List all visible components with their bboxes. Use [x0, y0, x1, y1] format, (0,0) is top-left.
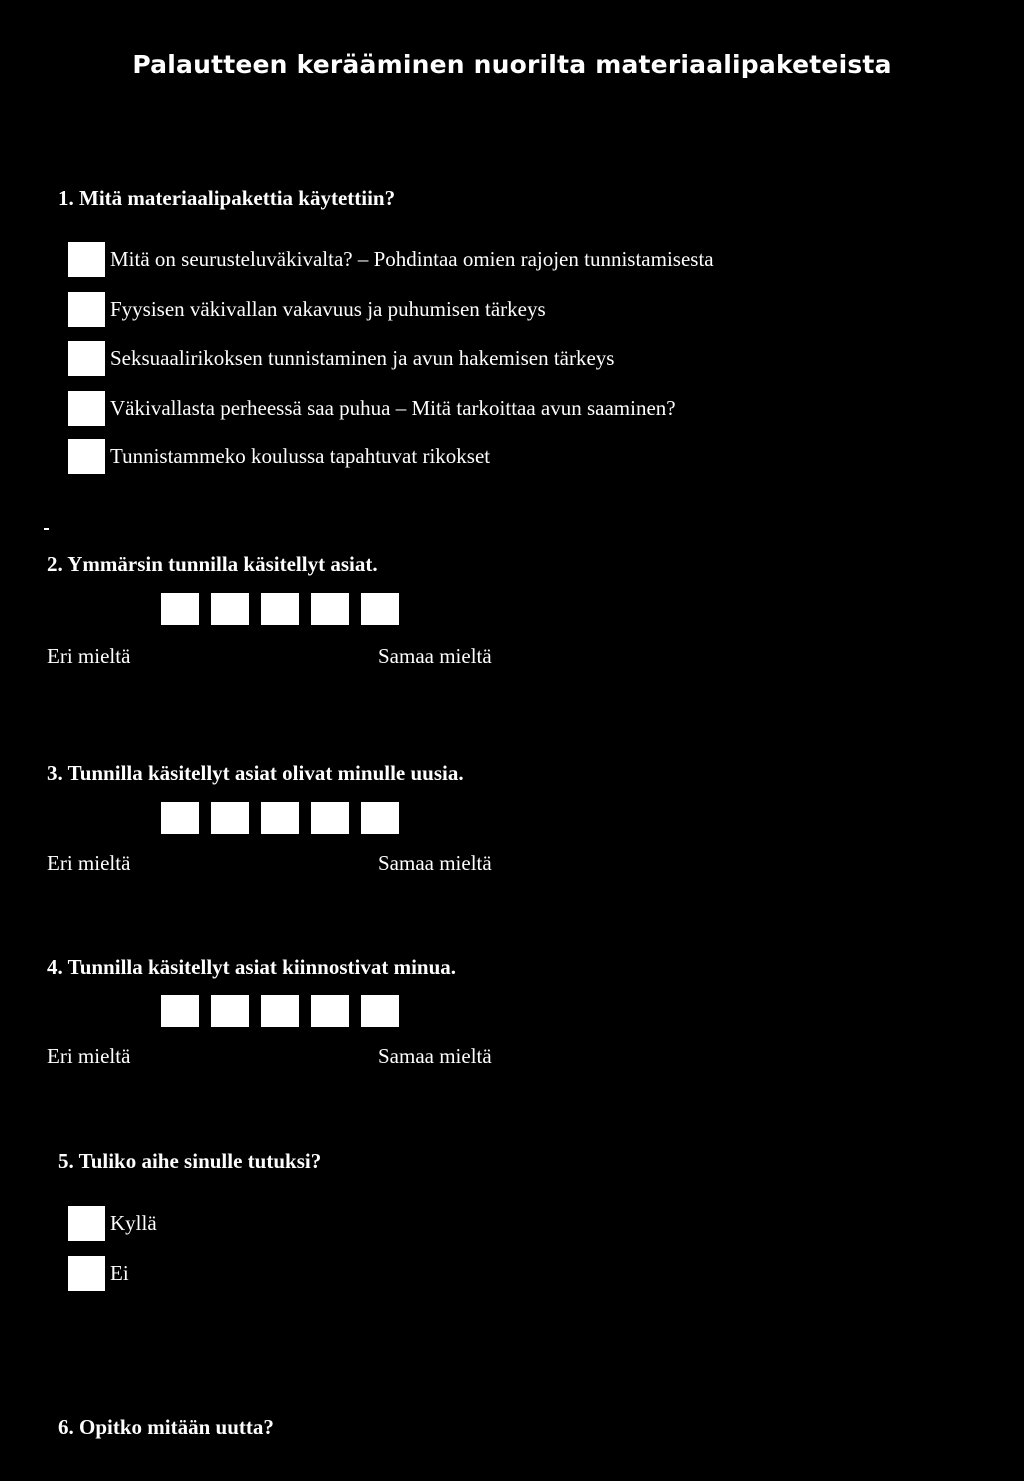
q3-scale-left-label: Eri mieltä	[47, 851, 131, 875]
question-6: 6. Opitko mitään uutta?	[58, 1415, 274, 1439]
q5-option-label: Ei	[110, 1260, 129, 1285]
q1-option-1[interactable]	[68, 241, 714, 277]
rating-box-4[interactable]	[311, 593, 349, 625]
question-4: 4. Tunnilla käsitellyt asiat kiinnostivat minua.	[47, 955, 457, 979]
q5-option-yes[interactable]	[68, 1205, 157, 1241]
q1-option-label: Seksuaalirikoksen tunnistaminen ja avun hakemisen tärkeys	[110, 345, 615, 370]
rating-box-4[interactable]	[311, 802, 349, 834]
divider-mark	[44, 528, 49, 530]
rating-box-5[interactable]	[361, 802, 399, 834]
q4-rating-scale	[161, 995, 411, 1027]
q2-scale-right-label: Samaa mieltä	[378, 644, 492, 668]
q2-rating-scale	[161, 593, 411, 625]
q3-scale-right-label: Samaa mieltä	[378, 851, 492, 875]
page-title: Palautteen kerääminen nuorilta materiaalipaketeista	[132, 50, 892, 79]
q1-option-label: Fyysisen väkivallan vakavuus ja puhumisen tärkeys	[110, 296, 546, 321]
rating-box-1[interactable]	[161, 995, 199, 1027]
rating-box-3[interactable]	[261, 802, 299, 834]
checkbox[interactable]	[68, 391, 105, 426]
question-3: 3. Tunnilla käsitellyt asiat olivat minulle uusia.	[47, 761, 464, 785]
q2-scale-left-label: Eri mieltä	[47, 644, 131, 668]
q5-option-label: Kyllä	[110, 1210, 157, 1235]
rating-box-4[interactable]	[311, 995, 349, 1027]
rating-box-3[interactable]	[261, 593, 299, 625]
q1-option-label: Tunnistammeko koulussa tapahtuvat rikokset	[110, 443, 491, 468]
question-2: 2. Ymmärsin tunnilla käsitellyt asiat.	[47, 552, 378, 576]
checkbox[interactable]	[68, 439, 105, 474]
checkbox[interactable]	[68, 1256, 105, 1291]
q1-option-label: Mitä on seurusteluväkivalta? – Pohdintaa omien rajojen tunnistamisesta	[110, 246, 714, 271]
q1-option-label: Väkivallasta perheessä saa puhua – Mitä tarkoittaa avun saaminen?	[110, 395, 676, 420]
rating-box-2[interactable]	[211, 593, 249, 625]
checkbox[interactable]	[68, 242, 105, 277]
rating-box-5[interactable]	[361, 593, 399, 625]
q5-option-no[interactable]	[68, 1255, 129, 1291]
q1-option-5[interactable]	[68, 438, 490, 474]
q1-option-2[interactable]	[68, 291, 546, 327]
q1-option-3[interactable]	[68, 340, 614, 376]
rating-box-2[interactable]	[211, 995, 249, 1027]
checkbox[interactable]	[68, 1206, 105, 1241]
rating-box-2[interactable]	[211, 802, 249, 834]
checkbox[interactable]	[68, 292, 105, 327]
question-5: 5. Tuliko aihe sinulle tutuksi?	[58, 1149, 322, 1173]
rating-box-1[interactable]	[161, 593, 199, 625]
rating-box-1[interactable]	[161, 802, 199, 834]
checkbox[interactable]	[68, 341, 105, 376]
q4-scale-left-label: Eri mieltä	[47, 1044, 131, 1068]
question-1: 1. Mitä materiaalipakettia käytettiin?	[58, 186, 396, 210]
rating-box-5[interactable]	[361, 995, 399, 1027]
rating-box-3[interactable]	[261, 995, 299, 1027]
q1-option-4[interactable]	[68, 390, 676, 426]
q4-scale-right-label: Samaa mieltä	[378, 1044, 492, 1068]
q3-rating-scale	[161, 802, 411, 834]
